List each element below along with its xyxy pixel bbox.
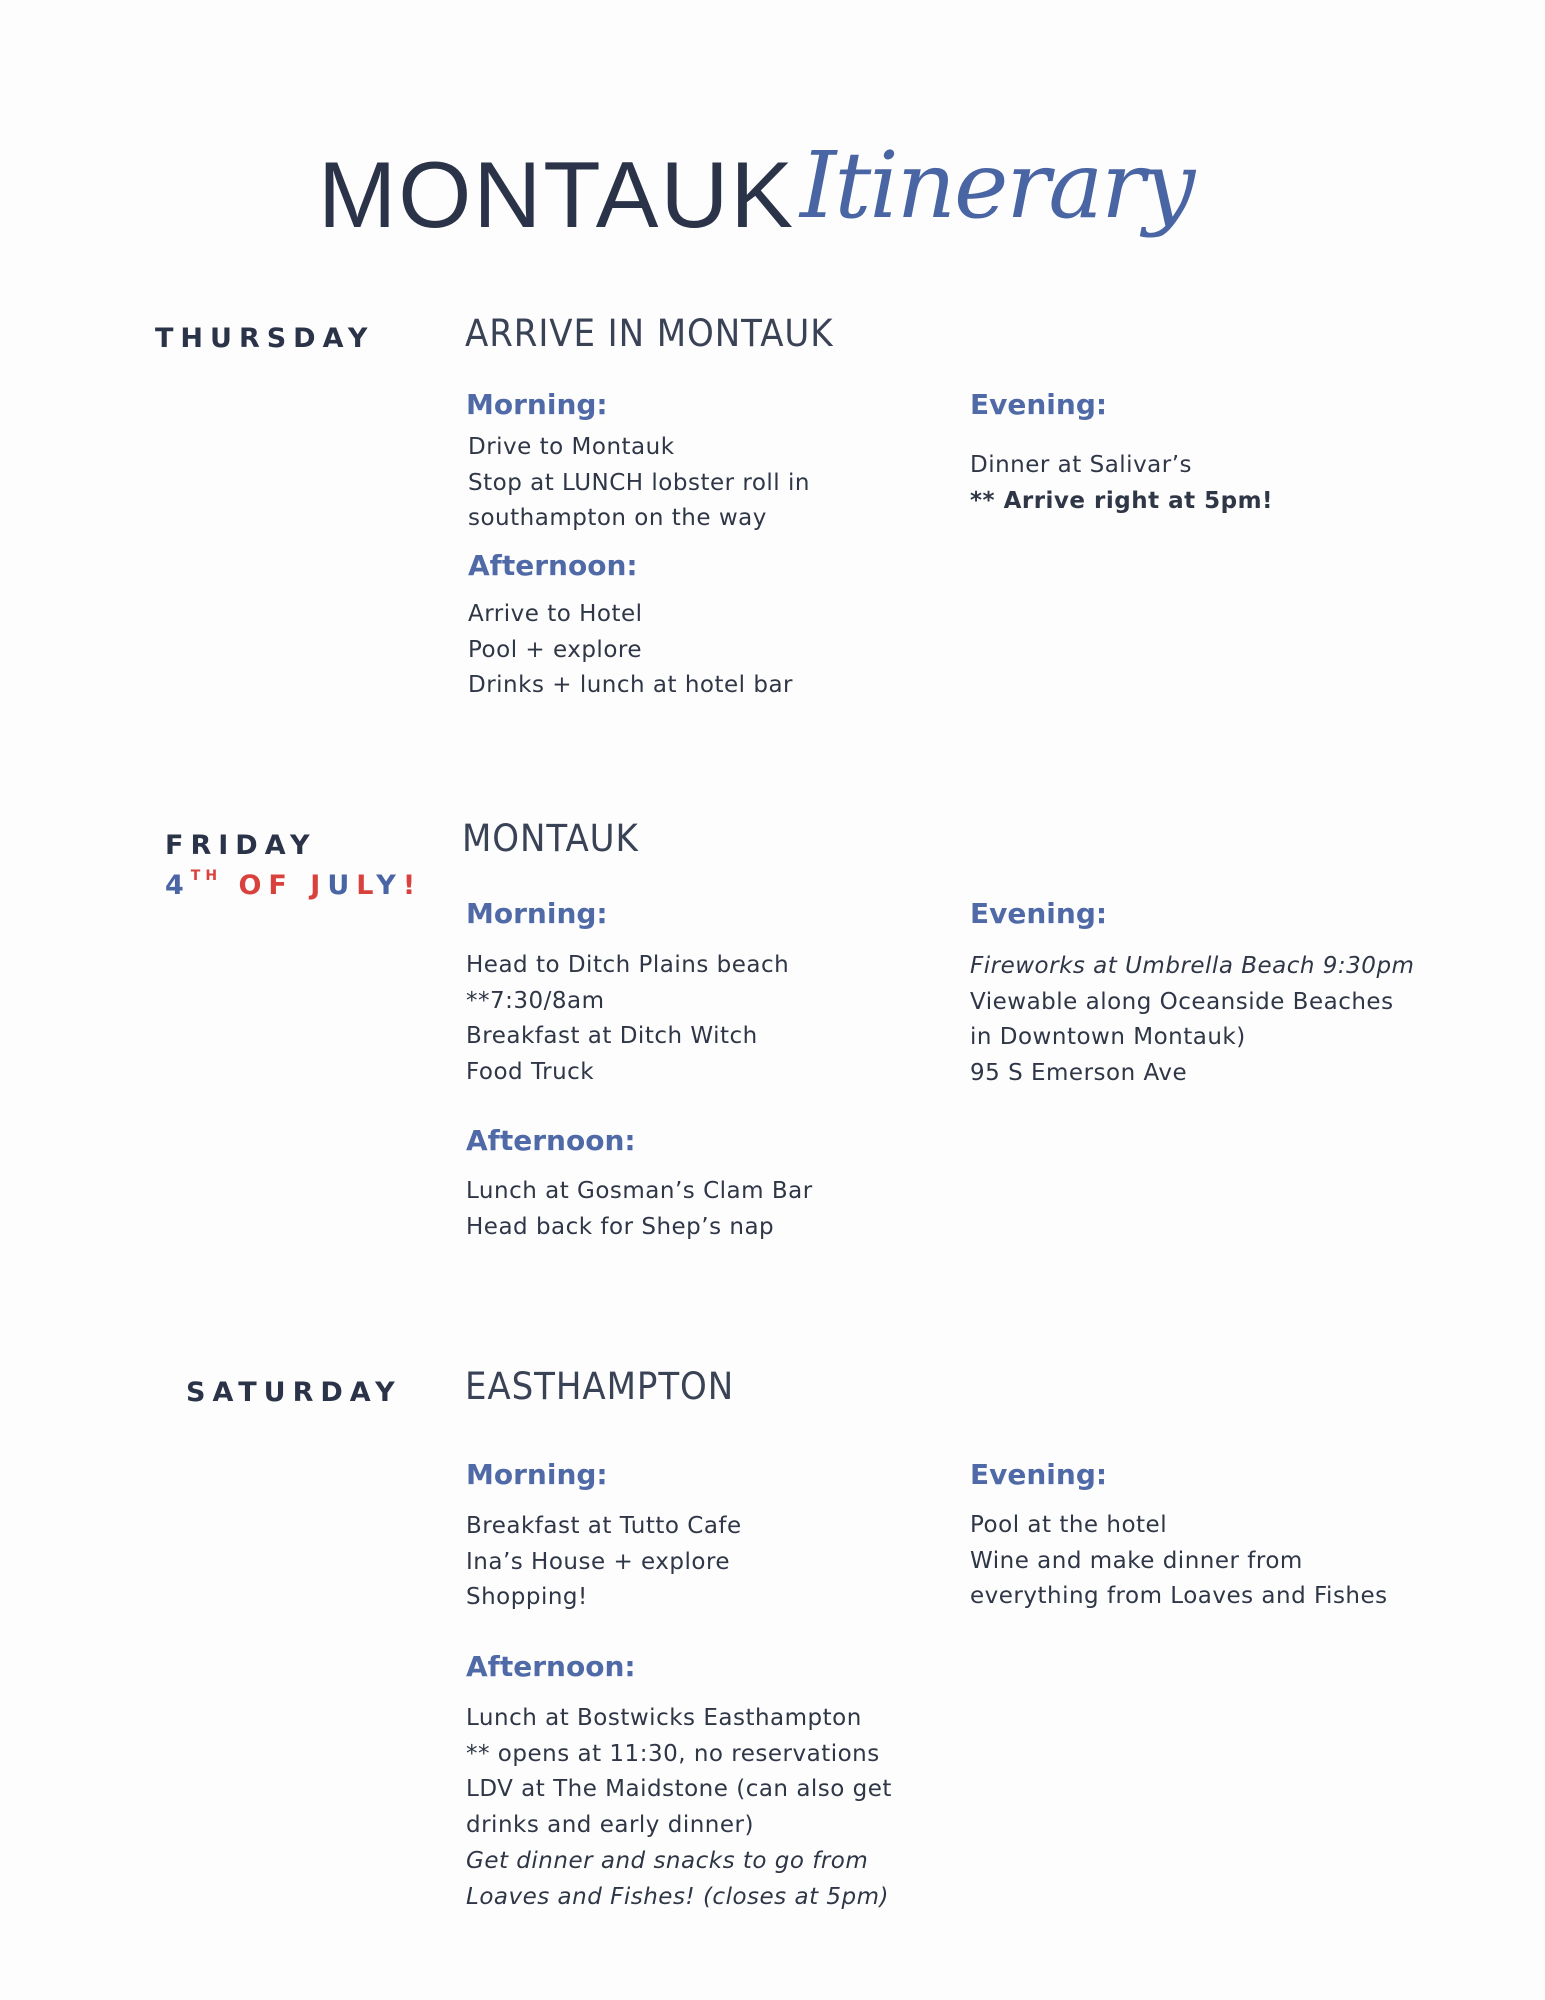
- morning-label: Morning:: [466, 388, 608, 421]
- evening-label: Evening:: [970, 897, 1108, 930]
- line: drinks and early dinner): [466, 1812, 754, 1839]
- holiday-month-l: L: [356, 870, 377, 901]
- line: ** opens at 11:30, no reservations: [466, 1740, 880, 1767]
- line: Lunch at Bostwicks Easthampton: [466, 1705, 862, 1731]
- place-heading: EASTHAMPTON: [465, 1365, 735, 1408]
- line: Shopping!: [466, 1584, 588, 1611]
- morning-lines: [466, 1509, 742, 1616]
- afternoon-lines: [468, 597, 793, 704]
- holiday-of: OF: [238, 870, 294, 901]
- line: LDV at The Maidstone (can also get: [466, 1776, 892, 1803]
- line: Head to Ditch Plains beach: [466, 952, 790, 978]
- line: **7:30/8am: [466, 987, 605, 1014]
- evening-lines: [970, 1508, 1388, 1615]
- line: 95 S Emerson Ave: [970, 1060, 1188, 1087]
- line: Pool at the hotel: [970, 1512, 1168, 1538]
- line: everything from Loaves and Fishes: [970, 1583, 1388, 1610]
- line: Arrive to Hotel: [468, 601, 643, 627]
- holiday-bang: !: [402, 870, 423, 901]
- line: Ina’s House + explore: [466, 1548, 731, 1575]
- line: Lunch at Gosman’s Clam Bar: [466, 1178, 813, 1204]
- afternoon-label: Afternoon:: [468, 549, 638, 582]
- line-italic: Get dinner and snacks to go from: [466, 1847, 869, 1874]
- line: in Downtown Montauk): [970, 1024, 1246, 1051]
- holiday-month-u: U: [327, 870, 357, 901]
- morning-label: Morning:: [466, 897, 608, 930]
- evening-lines: [970, 949, 1414, 1092]
- evening-label: Evening:: [970, 1458, 1108, 1491]
- line: Breakfast at Tutto Cafe: [466, 1513, 742, 1539]
- holiday-number: 4: [165, 870, 191, 901]
- title-main: MONTAUK: [318, 142, 796, 247]
- line: southampton on the way: [468, 505, 767, 532]
- line: Dinner at Salivar’s: [970, 452, 1193, 478]
- morning-lines: [468, 430, 810, 537]
- afternoon-lines: [466, 1701, 892, 1915]
- line: Viewable along Oceanside Beaches: [970, 988, 1394, 1015]
- line-italic: Fireworks at Umbrella Beach 9:30pm: [970, 953, 1415, 979]
- evening-lines: [970, 448, 1273, 519]
- place-heading: MONTAUK: [462, 817, 639, 860]
- line: Stop at LUNCH lobster roll in: [468, 469, 810, 496]
- day-name: SATURDAY: [186, 1377, 402, 1408]
- holiday-month-j: J: [310, 870, 328, 901]
- title-script: Itinerary: [800, 132, 1194, 239]
- line: Pool + explore: [468, 636, 642, 663]
- holiday-suffix: TH: [190, 868, 223, 884]
- afternoon-lines: [466, 1174, 813, 1245]
- line: Drinks + lunch at hotel bar: [468, 672, 793, 699]
- morning-label: Morning:: [466, 1458, 608, 1491]
- line: Breakfast at Ditch Witch: [466, 1023, 758, 1050]
- evening-label: Evening:: [970, 388, 1108, 421]
- line: Food Truck: [466, 1059, 595, 1086]
- line: Head back for Shep’s nap: [466, 1213, 775, 1240]
- place-heading: ARRIVE IN MONTAUK: [465, 312, 834, 355]
- line: Wine and make dinner from: [970, 1547, 1303, 1574]
- holiday-month: [310, 870, 403, 901]
- afternoon-label: Afternoon:: [466, 1650, 636, 1683]
- day-name: THURSDAY: [155, 323, 375, 354]
- morning-lines: [466, 948, 789, 1091]
- line-emphasis: ** Arrive right at 5pm!: [970, 487, 1274, 514]
- holiday-month-y: Y: [376, 870, 403, 901]
- line: Drive to Montauk: [468, 434, 675, 460]
- holiday-subtitle: [165, 870, 422, 901]
- day-name: FRIDAY: [165, 830, 317, 861]
- afternoon-label: Afternoon:: [466, 1124, 636, 1157]
- page-title: [0, 132, 1545, 280]
- line-italic: Loaves and Fishes! (closes at 5pm): [466, 1883, 890, 1910]
